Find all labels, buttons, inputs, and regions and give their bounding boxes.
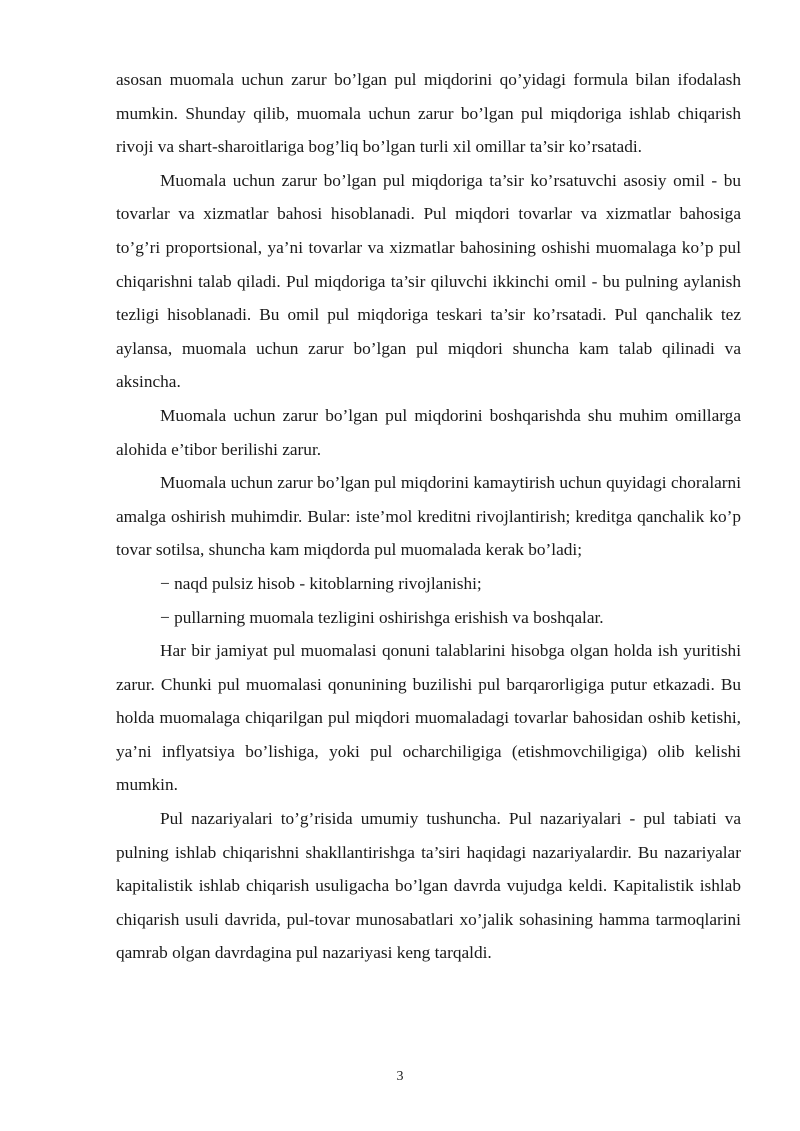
paragraph-1: asosan muomala uchun zarur bo’lgan pul miqdorini qo’yidagi formula bilan ifodalash mumkin. Shunday qilib, muomala uchun zarur bo’lgan pul miqdoriga ishlab chiqarish rivoji va shart-sharoitlariga bog’liq bo’lgan turli xil omillar ta’sir ko’rsatadi. bbox=[116, 70, 741, 157]
paragraph-5: Har bir jamiyat pul muomalasi qonuni talablarini hisobga olgan holda ish yuritishi zarur. Chunki pul muomalasi qonunining buzilishi pul barqarorligiga putur etkazadi. Bu holda muomalaga chiqarilgan pul miqdori muomaladagi tovarlar bahosidan oshib ketishi, ya’ni inflyatsiya bo’lishiga, yoki pul ocharchiligiga (etishmovchiligiga) olib kelishi mumkin. bbox=[116, 641, 741, 795]
paragraph-4: Muomala uchun zarur bo’lgan pul miqdorini kamaytirish uchun quyidagi choralarni amalga oshirish muhimdir. Bular: iste’mol kreditni rivojlantirish; kreditga qanchalik ko’p tovar sotilsa, shuncha kam miqdorda pul muomalada kerak bo’ladi; bbox=[116, 473, 741, 560]
page-number: 3 bbox=[396, 1069, 404, 1084]
paragraph-2: Muomala uchun zarur bo’lgan pul miqdoriga ta’sir ko’rsatuvchi asosiy omil - bu tovarlar va xizmatlar bahosi hisoblanadi. Pul miqdori tovarlar va xizmatlar bahosiga to’g’ri proportsional, ya’ni tovarlar va xizmatlar bahosining oshishi muomalaga ko’p pul chiqarishni talab qiladi. Pul miqdoriga ta’sir qiluvchi ikkinchi omil - bu pulning aylanish tezligi hisoblanadi. Bu omil pul miqdoriga teskari ta’sir ko’rsatadi. Pul qanchalik tez aylansa, muomala uchun zarur bo’lgan pul miqdori shuncha kam talab qilinadi va aksincha. bbox=[116, 170, 741, 392]
paragraph-3: Muomala uchun zarur bo’lgan pul miqdorini boshqarishda shu muhim omillarga alohida e’tibor berilishi zarur. bbox=[116, 405, 741, 459]
paragraph-6: Pul nazariyalari to’g’risida umumiy tushuncha. Pul nazariyalari - pul tabiati va pulning ishlab chiqarishni shakllantirishga ta’siri haqidagi nazariyalardir. Bu nazariyalar kapitalistik ishlab chiqarish usuligacha bo’lgan davrda vujudga keldi. Kapitalistik ishlab chiqarish usuli davrida, pul-tovar munosabatlari xo’jalik sohasining hamma tarmoqlarini qamrab olgan davrdagina pul nazariyasi keng tarqaldi. bbox=[116, 809, 741, 963]
body-text bbox=[116, 63, 741, 970]
list-item-1: − naqd pulsiz hisob - kitoblarning rivojlanishi; bbox=[160, 573, 482, 593]
list-item-2: − pullarning muomala tezligini oshirishga erishish va boshqalar. bbox=[160, 607, 604, 627]
